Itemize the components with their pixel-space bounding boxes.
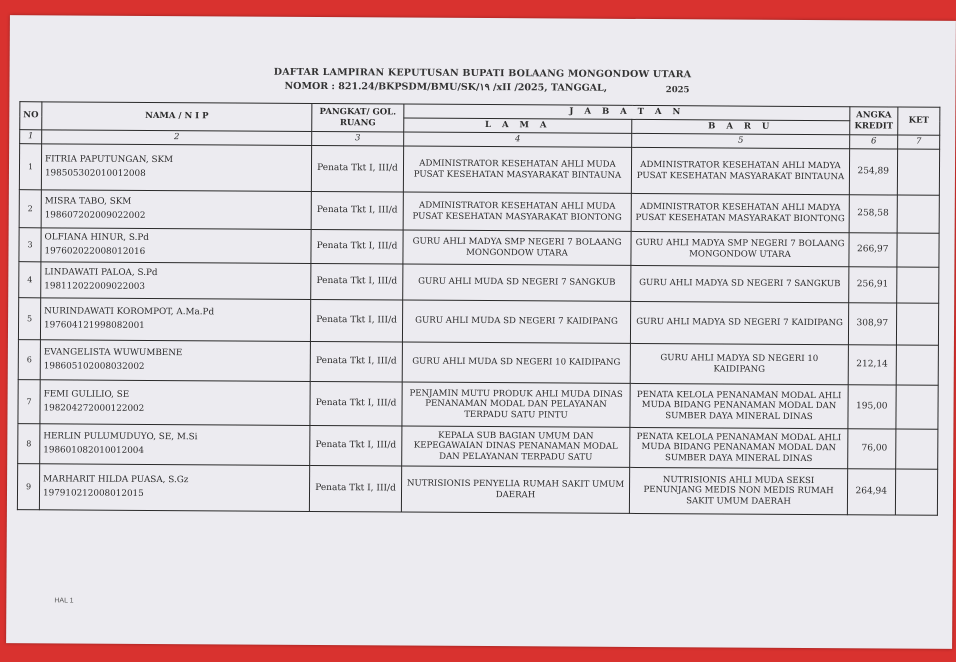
page-number: HAL 1	[54, 597, 74, 605]
index-cell: 7	[898, 135, 940, 149]
index-cell: 4	[404, 132, 632, 147]
row-angka-kredit: 76,00	[848, 429, 896, 469]
row-pangkat: Penata Tkt I, III/d	[311, 263, 403, 300]
row-jabatan-baru: ADMINISTRATOR KESEHATAN AHLI MADYA PUSAT KESEHATAN MASYARAKAT BIONTONG	[631, 193, 849, 232]
row-no: 4	[19, 262, 41, 298]
row-nama-cell	[39, 464, 309, 512]
row-no: 9	[17, 464, 39, 510]
row-pangkat: Penata Tkt I, III/d	[310, 425, 402, 466]
row-nama-cell	[41, 228, 311, 264]
row-pangkat: Penata Tkt I, III/d	[310, 381, 402, 426]
table-row	[19, 144, 939, 196]
row-nama-cell	[40, 380, 310, 426]
row-pangkat: Penata Tkt I, III/d	[311, 191, 403, 230]
row-jabatan-lama: KEPALA SUB BAGIAN UMUM DAN KEPEGAWAIAN DINAS PENANAMAN MODAL DAN PELAYANAN TERPADU SATU	[402, 426, 630, 467]
header-angka-kredit: ANGKA KREDIT	[850, 107, 898, 135]
table-row	[18, 340, 938, 386]
row-jabatan-baru: PENATA KELOLA PENANAMAN MODAL AHLI MUDA BIDANG PENANAMAN MODAL DAN SUMBER DAYA MINERAL DINAS	[630, 427, 848, 468]
employee-nip: 198601082010012004	[43, 445, 145, 456]
row-angka-kredit: 195,00	[848, 385, 896, 429]
employee-nip: 198605102008032002	[43, 361, 145, 372]
header-no: NO	[20, 102, 42, 130]
row-nama-cell	[40, 424, 310, 466]
employee-name: HERLIN PULUMUDUYO, SE, M.Si	[43, 431, 198, 443]
employee-nip: 197604121998082001	[44, 320, 145, 331]
header-baru: B A R U	[632, 119, 850, 134]
row-nama-cell	[40, 298, 310, 342]
row-no: 2	[19, 190, 41, 228]
table-row	[19, 262, 939, 304]
row-no: 8	[18, 424, 40, 464]
employee-nip: 198204272000122002	[43, 403, 145, 414]
document-title: DAFTAR LAMPIRAN KEPUTUSAN BUPATI BOLAANG MONGONDOW UTARA	[273, 66, 692, 81]
row-ket	[897, 233, 939, 267]
employee-name: OLFIANA HINUR, S.Pd	[44, 232, 149, 243]
row-ket	[896, 385, 938, 429]
employee-nip: 198505302010012008	[44, 168, 146, 179]
row-ket	[896, 303, 938, 345]
header-nama: NAMA / N I P	[42, 102, 312, 132]
row-no: 1	[19, 144, 41, 190]
document-number	[284, 81, 704, 95]
row-angka-kredit: 254,89	[849, 149, 897, 195]
row-pangkat: Penata Tkt I, III/d	[310, 341, 402, 382]
employee-nip: 198607202009022002	[44, 210, 146, 221]
row-jabatan-lama: GURU AHLI MUDA SD NEGERI 7 KAIDIPANG	[402, 300, 630, 343]
employee-name: FITRIA PAPUTUNGAN, SKM	[45, 154, 174, 166]
row-jabatan-baru: NUTRISIONIS AHLI MUDA SEKSI PENUNJANG MEDIS NON MEDIS RUMAH SAKIT UMUM DAERAH	[629, 467, 847, 514]
row-nama-cell	[40, 340, 310, 382]
employee-name: FEMI GULILIO, SE	[43, 389, 130, 400]
row-jabatan-baru: GURU AHLI MADYA SD NEGERI 7 SANGKUB	[631, 265, 849, 302]
row-nama-cell	[41, 144, 311, 192]
lampiran-table	[17, 101, 940, 516]
row-angka-kredit: 212,14	[848, 345, 896, 385]
row-jabatan-lama: PENJAMIN MUTU PRODUK AHLI MUDA DINAS PENANAMAN MODAL DAN PELAYANAN TERPADU SATU PINTU	[402, 382, 630, 427]
row-jabatan-baru: GURU AHLI MADYA SMP NEGERI 7 BOLAANG MONGONDOW UTARA	[631, 231, 849, 266]
document-year: 2025	[665, 85, 690, 96]
header-ket: KET	[898, 107, 940, 135]
row-pangkat: Penata Tkt I, III/d	[309, 465, 401, 512]
row-nama-cell	[41, 262, 311, 300]
employee-nip: 197910212008012015	[42, 488, 144, 499]
row-ket	[896, 429, 938, 469]
employee-nip: 197602022008012016	[44, 246, 146, 257]
header-pangkat: PANGKAT/ GOL. RUANG	[312, 103, 404, 132]
row-jabatan-lama: NUTRISIONIS PENYELIA RUMAH SAKIT UMUM DAERAH	[401, 466, 629, 513]
nomor-text: NOMOR : 821.24/BKPSDM/BMU/SK/١٩ /хII /2025, TANGGAL,	[284, 80, 608, 94]
row-pangkat: Penata Tkt I, III/d	[310, 299, 402, 342]
row-jabatan-lama: GURU AHLI MADYA SMP NEGERI 7 BOLAANG MONGONDOW UTARA	[403, 230, 631, 265]
document-sheet	[6, 15, 956, 649]
row-no: 3	[19, 228, 41, 262]
employee-name: NURINDAWATI KOROMPOT, A.Ma.Pd	[44, 306, 215, 318]
index-cell: 2	[42, 130, 312, 146]
index-cell: 5	[632, 133, 850, 148]
table-body	[17, 144, 939, 516]
row-ket	[896, 345, 938, 385]
row-jabatan-lama: GURU AHLI MUDA SD NEGERI 7 SANGKUB	[403, 264, 631, 301]
index-cell: 3	[312, 131, 404, 146]
index-cell: 1	[20, 130, 42, 144]
employee-nip: 198112022009022003	[44, 281, 146, 292]
row-angka-kredit: 266,97	[849, 233, 897, 267]
row-jabatan-baru: GURU AHLI MADYA SD NEGERI 10 KAIDIPANG	[630, 343, 848, 384]
row-pangkat: Penata Tkt I, III/d	[311, 229, 403, 264]
row-no: 6	[18, 340, 40, 380]
row-angka-kredit: 308,97	[848, 303, 896, 345]
row-jabatan-baru: GURU AHLI MADYA SD NEGERI 7 KAIDIPANG	[630, 301, 848, 344]
row-pangkat: Penata Tkt I, III/d	[311, 145, 403, 192]
table-row	[18, 380, 938, 430]
row-no: 7	[18, 380, 40, 424]
row-ket	[897, 149, 939, 195]
row-angka-kredit: 264,94	[847, 469, 895, 515]
index-cell: 6	[850, 135, 898, 149]
employee-name: EVANGELISTA WUWUMBENE	[43, 347, 183, 359]
row-angka-kredit: 258,58	[849, 195, 897, 233]
header-lama: L A M A	[404, 118, 632, 133]
row-angka-kredit: 256,91	[849, 267, 897, 303]
row-ket	[897, 267, 939, 303]
table-row	[17, 464, 937, 516]
row-ket	[895, 469, 937, 515]
table-row	[19, 190, 939, 234]
table-row	[18, 298, 938, 346]
row-jabatan-baru: PENATA KELOLA PENANAMAN MODAL AHLI MUDA BIDANG PENANAMAN MODAL DAN SUMBER DAYA MINERAL DINAS	[630, 383, 848, 428]
row-ket	[897, 195, 939, 233]
table-row	[19, 228, 939, 268]
employee-name: MARHARIT HILDA PUASA, S.Gz	[43, 474, 189, 486]
row-jabatan-baru: ADMINISTRATOR KESEHATAN AHLI MADYA PUSAT KESEHATAN MASYARAKAT BINTAUNA	[631, 147, 849, 194]
table-row	[18, 424, 938, 470]
row-jabatan-lama: GURU AHLI MUDA SD NEGERI 10 KAIDIPANG	[402, 342, 630, 383]
row-jabatan-lama: ADMINISTRATOR KESEHATAN AHLI MUDA PUSAT KESEHATAN MASYARAKAT BIONTONG	[403, 192, 631, 231]
employee-name: LINDAWATI PALOA, S.Pd	[44, 267, 158, 279]
header-jabatan: J A B A T A N	[404, 104, 850, 121]
row-nama-cell	[41, 190, 311, 230]
row-jabatan-lama: ADMINISTRATOR KESEHATAN AHLI MUDA PUSAT KESEHATAN MASYARAKAT BINTAUNA	[403, 146, 631, 193]
row-no: 5	[18, 298, 40, 340]
employee-name: MISRA TABO, SKM	[44, 196, 132, 207]
